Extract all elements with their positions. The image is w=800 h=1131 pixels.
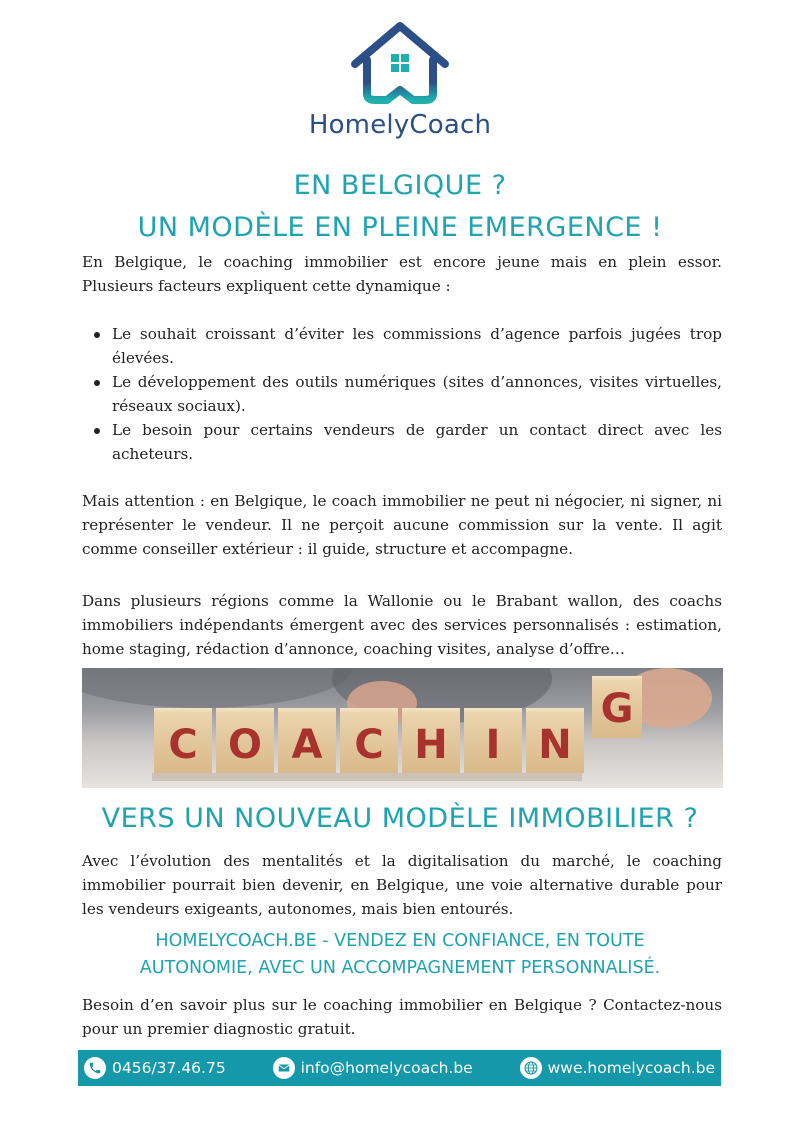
block-letter: C (354, 722, 384, 768)
block-letter: I (485, 722, 501, 768)
phone-icon (84, 1057, 106, 1079)
bullet-item: Le besoin pour certains vendeurs de garder un contact direct avec les acheteurs. (112, 418, 722, 466)
logo (0, 20, 800, 140)
bullet-item: Le développement des outils numériques (sites d’annonces, visites virtuelles, réseaux sociaux). (112, 370, 722, 418)
block-letter: O (227, 722, 263, 768)
tagline (0, 928, 800, 982)
block-letter-lifted: G (600, 686, 634, 732)
tagline-line-1: HOMELYCOACH.BE - VENDEZ EN CONFIANCE, EN TOUTE (155, 931, 645, 951)
phone-number: 0456/37.46.75 (112, 1059, 226, 1077)
warning-paragraph: Mais attention : en Belgique, le coach immobilier ne peut ni négocier, ni signer, ni représenter le vendeur. Il ne perçoit aucune commission sur la vente. Il agit comme conseiller extérieur : il guide, structure et accompagne. (82, 492, 722, 558)
footer-bar (78, 1050, 721, 1086)
website-url: wwe.homelycoach.be (547, 1059, 715, 1077)
heading-2: VERS UN NOUVEAU MODÈLE IMMOBILIER ? (101, 803, 699, 834)
footer-email[interactable] (273, 1057, 473, 1079)
bullet-list (82, 322, 722, 466)
email-address: info@homelycoach.be (300, 1059, 473, 1077)
footer-website[interactable] (520, 1057, 715, 1079)
conclusion-paragraph: Avec l’évolution des mentalités et la digitalisation du marché, le coaching immobilier pourrait bien devenir, en Belgique, une voie alternative durable pour les vendeurs exigeants, autonomes, mais bien entourés. (82, 852, 722, 918)
coaching-blocks-photo (82, 668, 723, 788)
heading-line-1: EN BELGIQUE ? (293, 170, 507, 201)
block-letter: C (168, 722, 198, 768)
block-letter: A (291, 722, 323, 768)
regions-paragraph: Dans plusieurs régions comme la Wallonie ou le Brabant wallon, des coachs immobiliers indépendants émergent avec des services personnalisés : estimation, home staging, rédaction d’annonce, coaching visites, analyse d’offre… (82, 592, 722, 658)
house-logo-icon (345, 20, 455, 108)
footer-phone[interactable] (84, 1057, 226, 1079)
tagline-line-2: AUTONOMIE, AVEC UN ACCOMPAGNEMENT PERSONNALISÉ. (139, 958, 661, 978)
brand-name: HomelyCoach (308, 110, 492, 140)
contact-paragraph: Besoin d’en savoir plus sur le coaching immobilier en Belgique ? Contactez-nous pour un premier diagnostic gratuit. (82, 996, 722, 1038)
block-letter: H (414, 722, 448, 768)
intro-paragraph: En Belgique, le coaching immobilier est encore jeune mais en plein essor. Plusieurs facteurs expliquent cette dynamique : (82, 253, 722, 295)
mail-icon (273, 1057, 295, 1079)
bullet-item: Le souhait croissant d’éviter les commissions d’agence parfois jugées trop élevées. (112, 322, 722, 370)
block-letter: N (538, 722, 572, 768)
coaching-blocks-illustration (82, 668, 723, 788)
globe-icon (520, 1057, 542, 1079)
heading-line-2: UN MODÈLE EN PLEINE EMERGENCE ! (137, 212, 663, 243)
